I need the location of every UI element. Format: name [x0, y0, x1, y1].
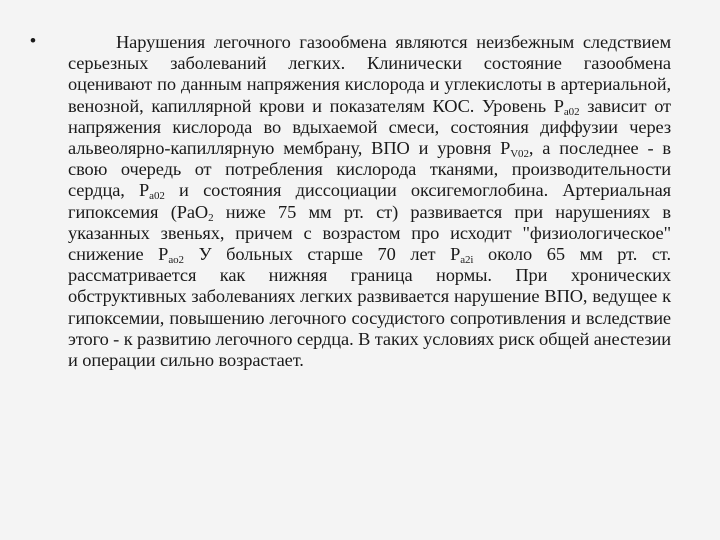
subscript: а02: [563, 105, 580, 118]
text-segment: ниже 75 мм рт. ст) развивается при нарушениях в указанных звеньях, причем с возрастом про исходит "физиологическое" снижение Р: [68, 201, 671, 265]
bullet-point: •: [30, 31, 36, 50]
subscript: 2: [208, 211, 214, 224]
subscript: ао2: [168, 254, 184, 267]
subscript: а2i: [460, 254, 474, 267]
paragraph-gas-exchange: [68, 32, 671, 371]
subscript: V02: [510, 148, 529, 161]
text-segment: около 65 мм рт. ст. рассматривается как нижняя граница нормы. При хронических обструктивных заболеваниях легких развивается нарушение ВПО, ведущее к гипоксемии, повышению легочного сосудистого сопротивления и вследствие этого - к развитию легочного сердца. В таких условиях риск общей анестезии и операции сильно возрастает.: [68, 244, 671, 371]
text-segment: зависит от напряжения кислорода во вдыхаемой смеси, состояния диффузии через альвеолярно-капиллярную мембрану, ВПО и уровня Р: [68, 95, 671, 159]
text-segment: и состояния диссоциации оксигемоглобина. Артериальная гипоксемия (PaO: [68, 180, 671, 222]
text-segment: Нарушения легочного газообмена являются неизбежным следствием серьезных заболеваний легких. Клинически состояние газообмена оценивают по данным напряжения кислорода и углекислоты в артериальной, венозной, капиллярной крови и показателям КОС. Уровень Р: [68, 32, 671, 116]
text-segment: У больных старше 70 лет Р: [183, 244, 461, 265]
subscript: а02: [149, 190, 165, 203]
text-segment: , а последнее - в свою очередь от потребления кислорода тканями, производительности сердца, Р: [68, 138, 671, 201]
